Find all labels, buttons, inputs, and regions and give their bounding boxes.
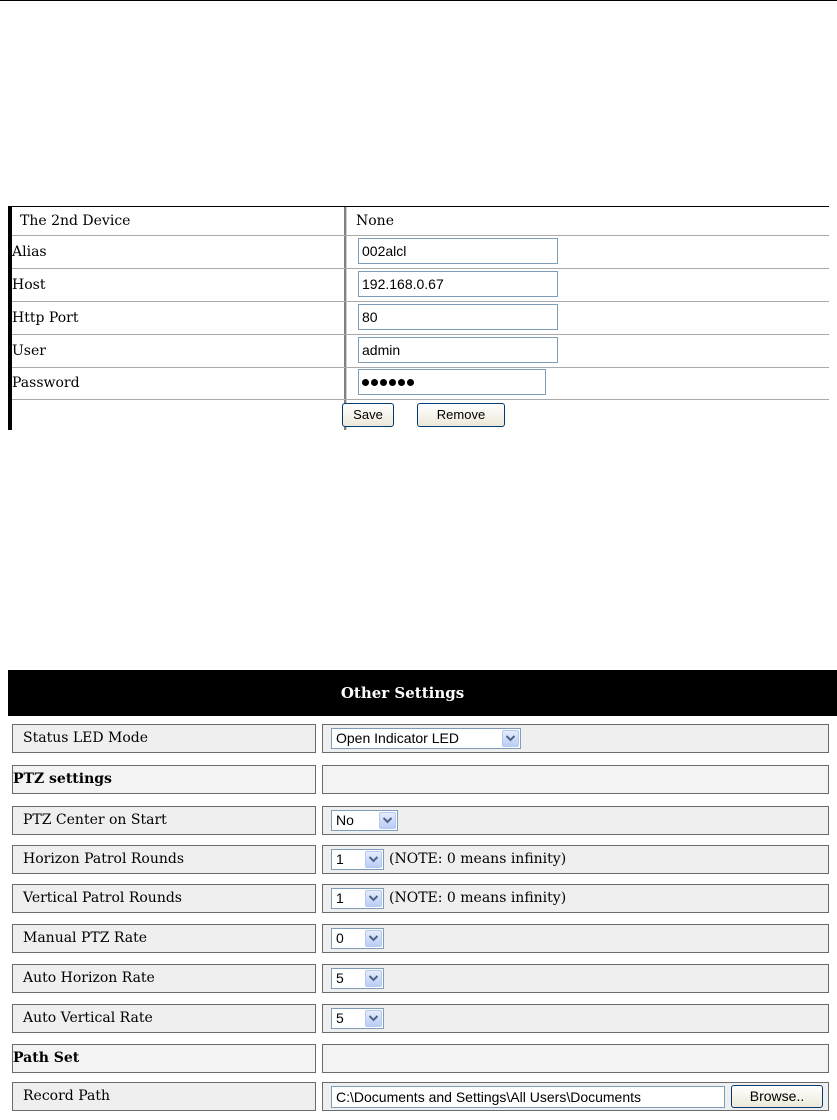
other-settings-title: Other Settings bbox=[8, 670, 837, 716]
ptz-section-heading: PTZ settings bbox=[13, 771, 112, 787]
auto-horizon-rate-label: Auto Horizon Rate bbox=[23, 970, 155, 986]
chevron-down-icon[interactable] bbox=[365, 970, 382, 987]
save-button[interactable]: Save bbox=[342, 403, 394, 427]
user-label: User bbox=[12, 343, 46, 359]
horizon-patrol-select[interactable]: 1 bbox=[331, 849, 384, 870]
horizon-patrol-note: (NOTE: 0 means infinity) bbox=[389, 851, 567, 867]
other-settings-panel bbox=[8, 670, 837, 1110]
vertical-patrol-select[interactable]: 1 bbox=[331, 888, 384, 909]
host-label: Host bbox=[12, 277, 46, 293]
status-led-select[interactable]: Open Indicator LED bbox=[331, 728, 521, 749]
chevron-down-icon[interactable] bbox=[379, 812, 396, 829]
status-led-label: Status LED Mode bbox=[23, 730, 149, 746]
ptz-section-cell bbox=[12, 765, 316, 794]
horizon-patrol-label: Horizon Patrol Rounds bbox=[23, 851, 185, 867]
alias-label: Alias bbox=[12, 244, 47, 260]
password-label: Password bbox=[12, 375, 80, 391]
remove-button[interactable]: Remove bbox=[417, 403, 505, 427]
chevron-down-icon[interactable] bbox=[502, 730, 519, 747]
path-section-heading: Path Set bbox=[13, 1050, 80, 1066]
top-divider bbox=[0, 0, 837, 1]
auto-vertical-rate-select[interactable]: 5 bbox=[331, 1008, 384, 1029]
auto-horizon-rate-select[interactable]: 5 bbox=[331, 968, 384, 989]
chevron-down-icon[interactable] bbox=[365, 930, 382, 947]
http-port-input[interactable]: 80 bbox=[358, 304, 558, 330]
user-input[interactable]: admin bbox=[358, 337, 558, 363]
manual-ptz-rate-label: Manual PTZ Rate bbox=[23, 930, 148, 946]
device-title-label: The 2nd Device bbox=[20, 213, 131, 229]
auto-vertical-rate-label: Auto Vertical Rate bbox=[23, 1010, 153, 1026]
password-input[interactable] bbox=[358, 369, 546, 395]
chevron-down-icon[interactable] bbox=[365, 851, 382, 868]
host-input[interactable]: 192.168.0.67 bbox=[358, 271, 558, 297]
ptz-center-select[interactable]: No bbox=[331, 810, 398, 831]
ptz-center-label: PTZ Center on Start bbox=[23, 812, 167, 828]
path-section-cell bbox=[12, 1044, 316, 1073]
second-device-panel bbox=[8, 206, 829, 430]
device-title-value: None bbox=[356, 213, 394, 229]
vertical-patrol-label: Vertical Patrol Rounds bbox=[23, 890, 182, 906]
vertical-patrol-note: (NOTE: 0 means infinity) bbox=[389, 890, 567, 906]
record-path-input[interactable]: C:\Documents and Settings\All Users\Documents bbox=[331, 1086, 725, 1108]
status-led-label-cell bbox=[12, 724, 316, 753]
alias-input[interactable]: 002alcl bbox=[358, 238, 558, 264]
manual-ptz-rate-select[interactable]: 0 bbox=[331, 928, 384, 949]
http-port-label: Http Port bbox=[12, 310, 79, 326]
record-path-label: Record Path bbox=[23, 1088, 110, 1104]
chevron-down-icon[interactable] bbox=[365, 1010, 382, 1027]
chevron-down-icon[interactable] bbox=[365, 890, 382, 907]
browse-button[interactable]: Browse.. bbox=[731, 1085, 823, 1108]
